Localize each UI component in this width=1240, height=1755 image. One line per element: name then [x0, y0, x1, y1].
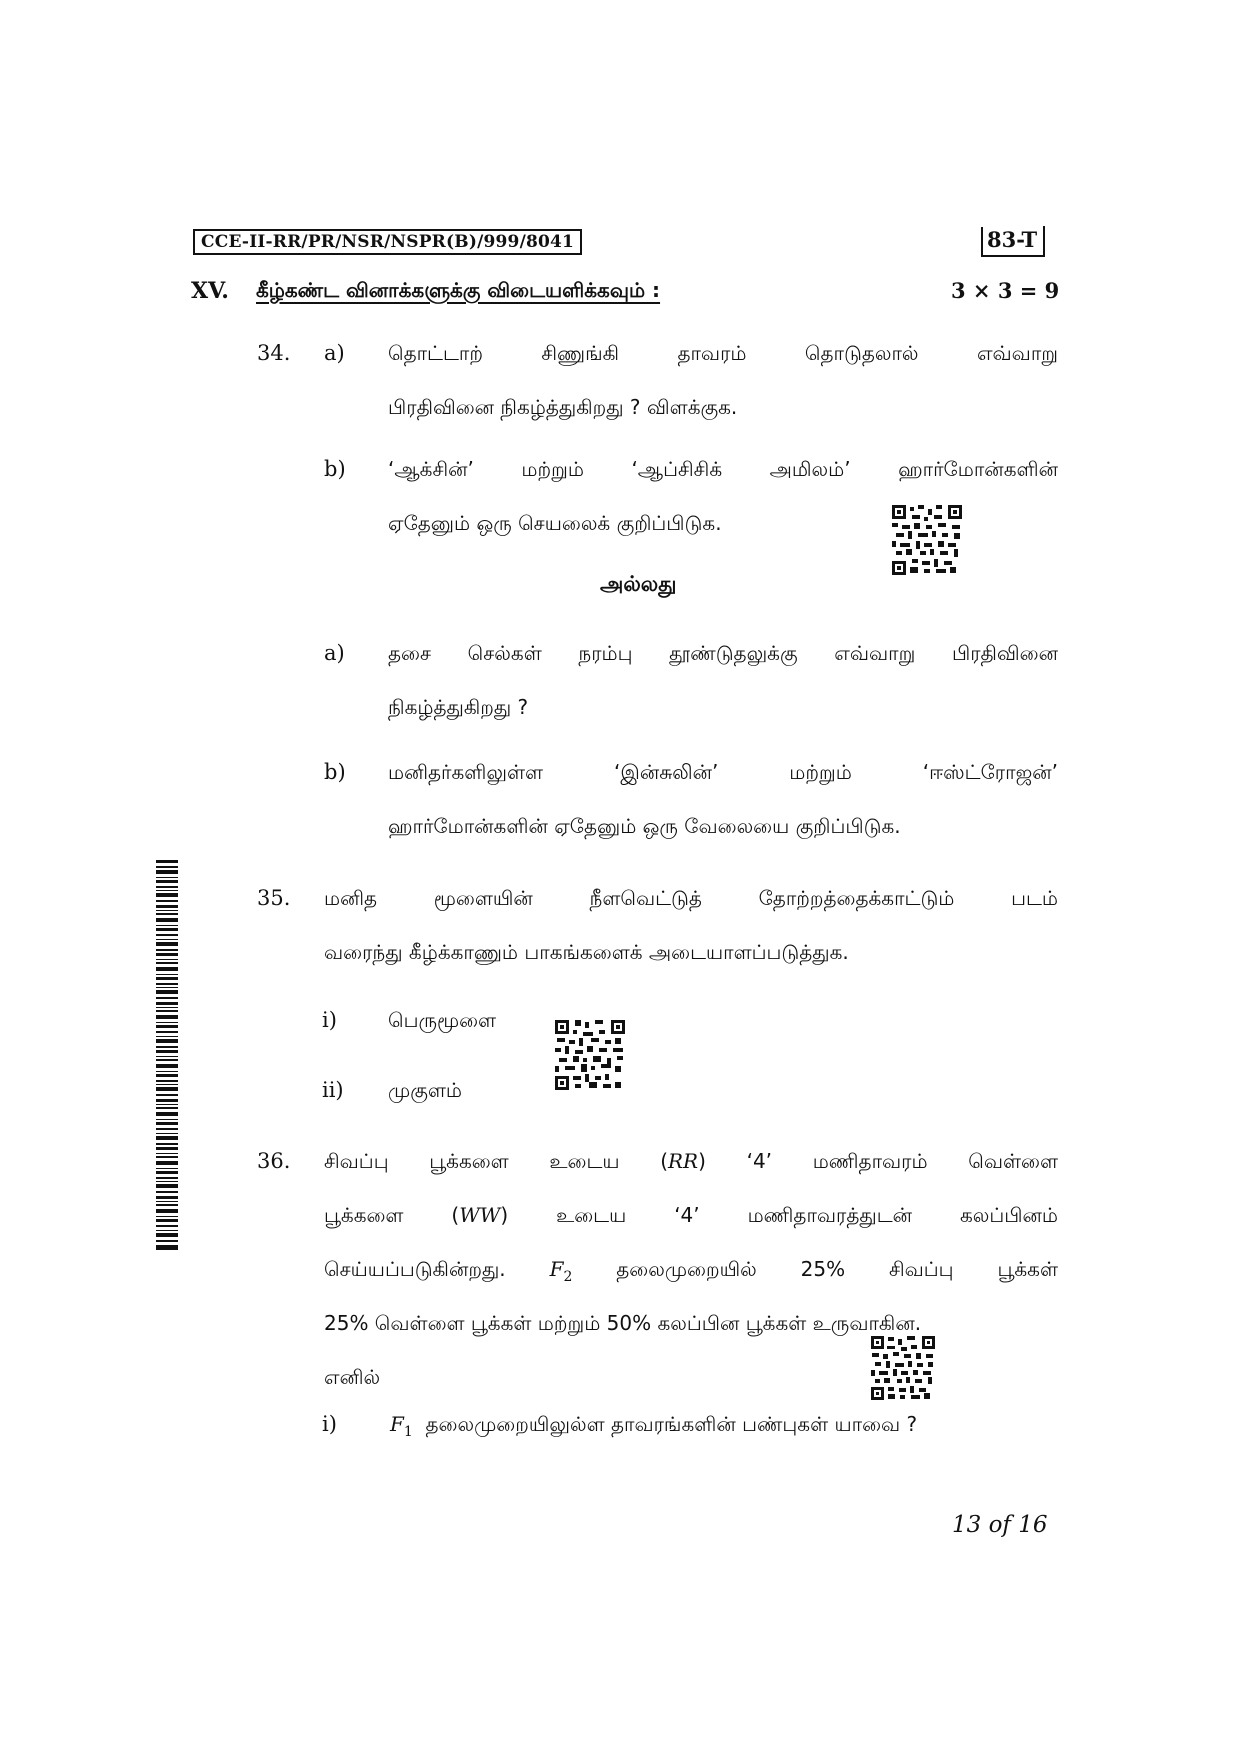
paper-code: 83-T [981, 226, 1045, 257]
q36-i-text: $F_1$ தலைமுறையிலுல்ள தாவரங்களின் பண்புகள் யாவை ? [390, 1412, 918, 1440]
paper-reference-code: CCE-II-RR/PR/NSR/NSPR(B)/999/8041 [193, 229, 582, 255]
q35-ii-label: ii) [322, 1078, 344, 1102]
qr-code-q36 [871, 1336, 935, 1400]
q34-a-line2: பிரதிவினை நிகழ்த்துகிறது ? விளக்குக. [388, 395, 738, 419]
q36-line2: பூக்களை (WW) உடைய ‘4’ மணிதாவரத்துடன் கலப்பினம் [324, 1203, 1058, 1227]
q34-a-line1: தொட்டாற் சிணுங்கி தாவரம் தொடுதலால் எவ்வாறு [388, 341, 1058, 365]
q34-b-line2: ஏதேனும் ஒரு செயலைக் குறிப்பிடுக. [388, 511, 722, 535]
section-number: XV. [191, 278, 229, 304]
qr-code-q35 [555, 1020, 625, 1090]
question-36-number: 36. [257, 1149, 291, 1173]
barcode [156, 860, 178, 1250]
q34-alt-a-label: a) [324, 641, 345, 665]
q34-b-label: b) [324, 457, 346, 481]
q34-alt-b-line2: ஹார்மோன்களின் ஏதேனும் ஒரு வேலையை குறிப்பிடுக. [388, 814, 901, 838]
q34-alt-b-label: b) [324, 760, 346, 784]
q36-i-label: i) [322, 1412, 337, 1436]
q35-ii-text: முகுளம் [388, 1078, 463, 1102]
q36-line5: எனில் [324, 1365, 381, 1389]
section-title: கீழ்கண்ட வினாக்களுக்கு விடையளிக்கவும் : [256, 278, 661, 302]
q35-line2: வரைந்து கீழ்க்காணும் பாகங்களைக் அடையாளப்படுத்துக. [324, 940, 849, 964]
or-separator: அல்லது [600, 572, 677, 596]
q34-alt-a-line1: தசை செல்கள் நரம்பு தூண்டுதலுக்கு எவ்வாறு பிரதிவினை [388, 641, 1058, 665]
q35-i-text: பெருமூளை [388, 1008, 497, 1032]
q36-line1: சிவப்பு பூக்களை உடைய (RR) ‘4’ மணிதாவரம் வெள்ளை [324, 1149, 1058, 1173]
page-number: 13 of 16 [952, 1512, 1048, 1538]
q34-a-label: a) [324, 341, 345, 365]
q34-alt-a-line2: நிகழ்த்துகிறது ? [388, 695, 529, 719]
q36-line4: 25% வெள்ளை பூக்கள் மற்றும் 50% கலப்பின பூக்கள் உருவாகின. [324, 1311, 922, 1335]
qr-code-q34 [892, 505, 962, 575]
question-35-number: 35. [257, 886, 291, 910]
q34-b-line1: ‘ஆக்சின்’ மற்றும் ‘ஆப்சிசிக் அமிலம்’ ஹார்மோன்களின் [388, 457, 1058, 481]
section-marks: 3 × 3 = 9 [951, 278, 1060, 303]
q34-alt-b-line1: மனிதர்களிலுள்ள ‘இன்சுலின்’ மற்றும் ‘ஈஸ்ட்ரோஜன்’ [388, 760, 1058, 784]
q35-i-label: i) [322, 1008, 337, 1032]
q35-line1: மனித மூளையின் நீளவெட்டுத் தோற்றத்தைக்காட்டும் படம் [324, 886, 1058, 910]
q36-line3: செய்யப்படுகின்றது. $F_2$ தலைமுறையில் 25% சிவப்பு பூக்கள் [324, 1257, 1058, 1285]
question-34-number: 34. [257, 341, 291, 365]
